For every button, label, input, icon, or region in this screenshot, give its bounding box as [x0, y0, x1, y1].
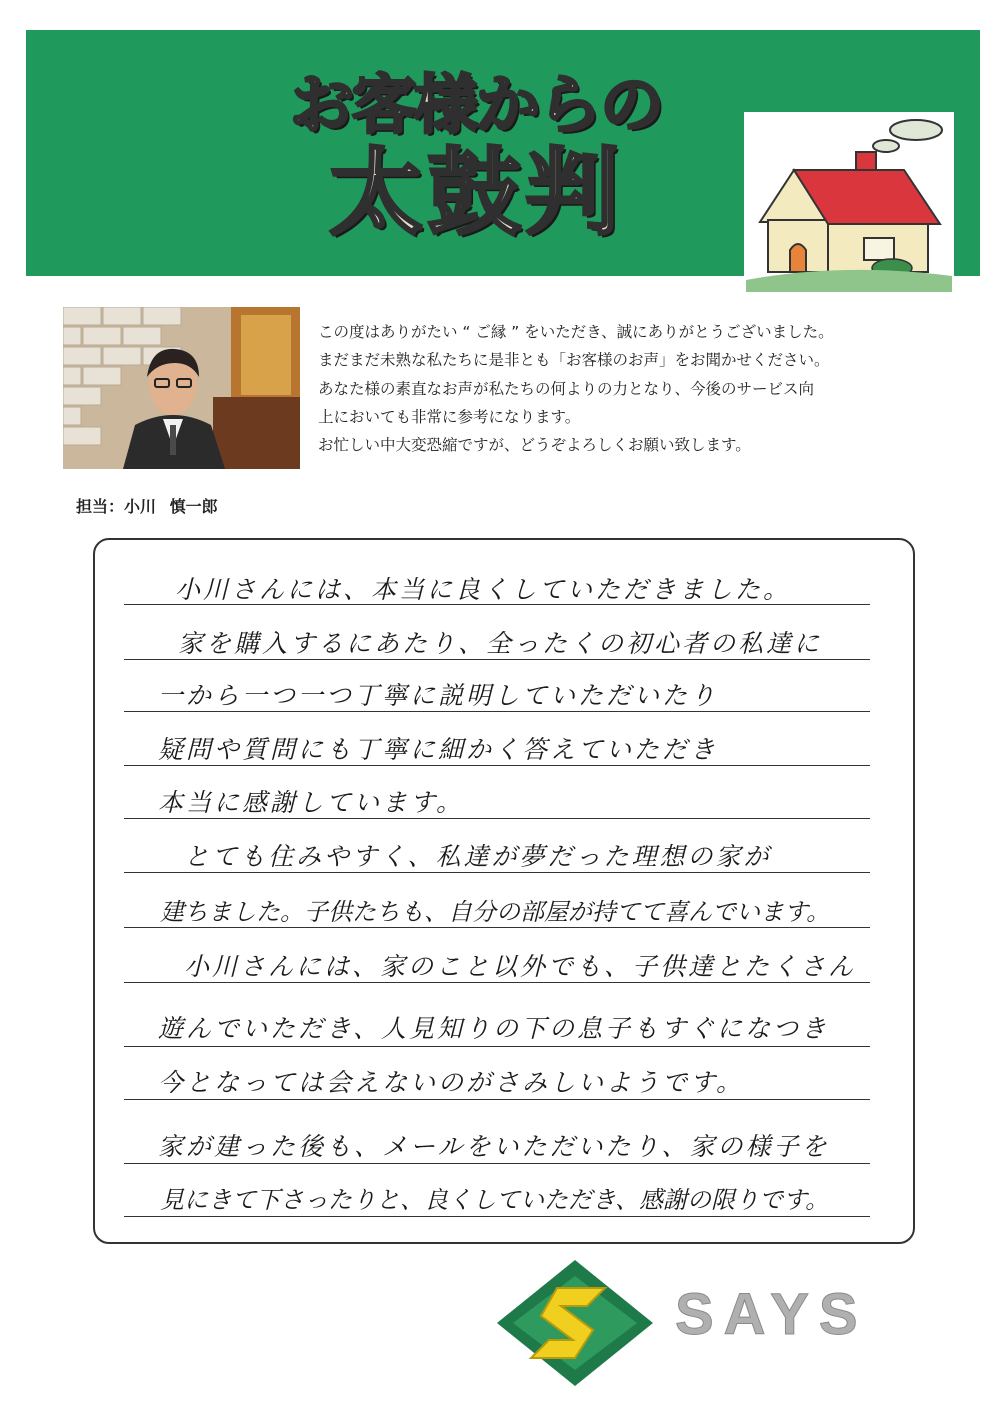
letter-line-text: 遊んでいただき、人見知りの下の息子もすぐになつき [158, 1014, 830, 1043]
header-banner [26, 30, 980, 276]
letter-line-text: 今となっては会えないのがさみしいようです。 [158, 1068, 745, 1097]
intro-line: あなた様の素直なお声が私たちの何よりの力となり、今後のサービス向 [318, 379, 815, 398]
intro-line: この度はありがたい “ ご縁 ” をいただき、誠にありがとうございました。 [318, 323, 834, 341]
staff-name: 慎一郎 [169, 497, 218, 516]
banner-title [236, 70, 716, 246]
letter-line-text: 小川さんには、家のこと以外でも、子供達とたくさん [184, 952, 857, 981]
intro-text [318, 318, 958, 459]
staff-photo [63, 307, 300, 469]
says-logo-icon [495, 1258, 655, 1388]
letter-line-text: 小川さんには、本当に良くしていただきました。 [175, 575, 792, 604]
intro-line: お忙しい中大変恐縮ですが、どうぞよろしくお願い致します。 [318, 436, 751, 455]
staff-role-label: 担当：小川 [76, 497, 157, 516]
banner-title-line1: お客様からの [290, 69, 662, 143]
banner-title-line2: 太鼓判 [328, 139, 623, 248]
letter-line-text: 建ちました。子供たちも、自分の部屋が持てて喜んでいます。 [160, 898, 831, 926]
letter-line-text: 見にきて下さったりと、良くしていただき、感謝の限りです。 [160, 1186, 830, 1214]
staff-label [76, 494, 218, 517]
says-logo-text: SAYS [675, 1282, 868, 1347]
house-icon [744, 112, 954, 292]
letter-line-text: 家が建った後も、メールをいただいたり、家の様子を [158, 1132, 830, 1161]
letter-line-text: 疑問や質問にも丁寧に細かく答えていただき [158, 735, 719, 764]
intro-line: 上においても非常に参考になります。 [318, 407, 581, 426]
letter-line-text: とても住みやすく、私達が夢だった理想の家が [184, 842, 772, 871]
letter-line-text: 一から一つ一つ丁寧に説明していただいたり [158, 681, 719, 710]
intro-line: まだまだ未熟な私たちに是非とも「お客様のお声」をお聞かせください。 [318, 351, 830, 370]
letter-line-text: 本当に感謝しています。 [158, 788, 465, 817]
letter-line-text: 家を購入するにあたり、全ったくの初心者の私達に [178, 629, 823, 658]
